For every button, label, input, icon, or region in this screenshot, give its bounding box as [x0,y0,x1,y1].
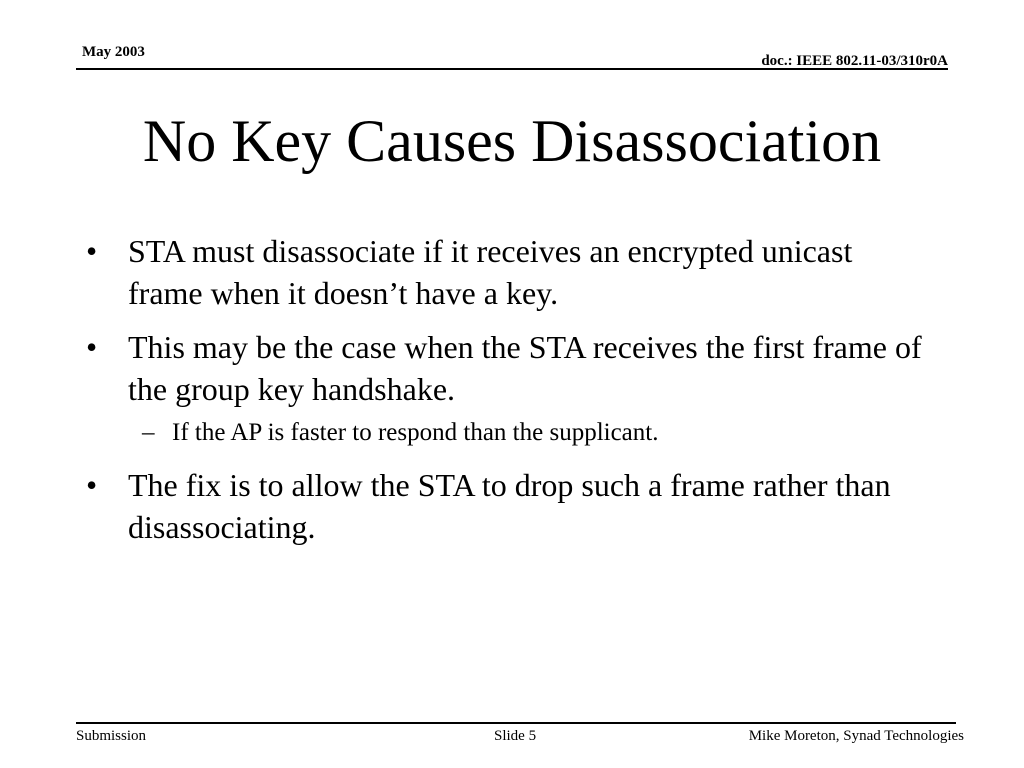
bullet-text: STA must disassociate if it receives an encrypted unicast frame when it doesn’t have a key. [128,233,853,311]
footer-slide-number: Slide 5 [494,728,537,744]
sub-bullet-item [84,416,924,450]
header-date: May 2003 [82,44,145,60]
bullet-text: This may be the case when the STA receives the first frame of the group key handshake. [128,329,922,407]
footer-author: Mike Moreton, Synad Technologies [748,728,964,744]
slide-title: No Key Causes Disassociation [142,108,882,174]
bullet-marker: • [86,467,98,503]
bullet-marker: • [86,233,98,269]
bullet-item [84,326,924,410]
sub-bullet-marker: – [142,419,155,446]
footer-submission: Submission [76,728,147,744]
bullet-list [84,230,924,560]
footer-divider [76,722,956,724]
bullet-item [84,464,924,548]
header-divider [76,68,948,70]
bullet-marker: • [86,329,98,365]
sub-bullet-text: If the AP is faster to respond than the supplicant. [172,419,659,446]
bullet-text: The fix is to allow the STA to drop such a frame rather than disassociating. [128,467,891,545]
bullet-item [84,230,924,314]
header-doc-id: doc.: IEEE 802.11-03/310r0A [761,53,948,69]
